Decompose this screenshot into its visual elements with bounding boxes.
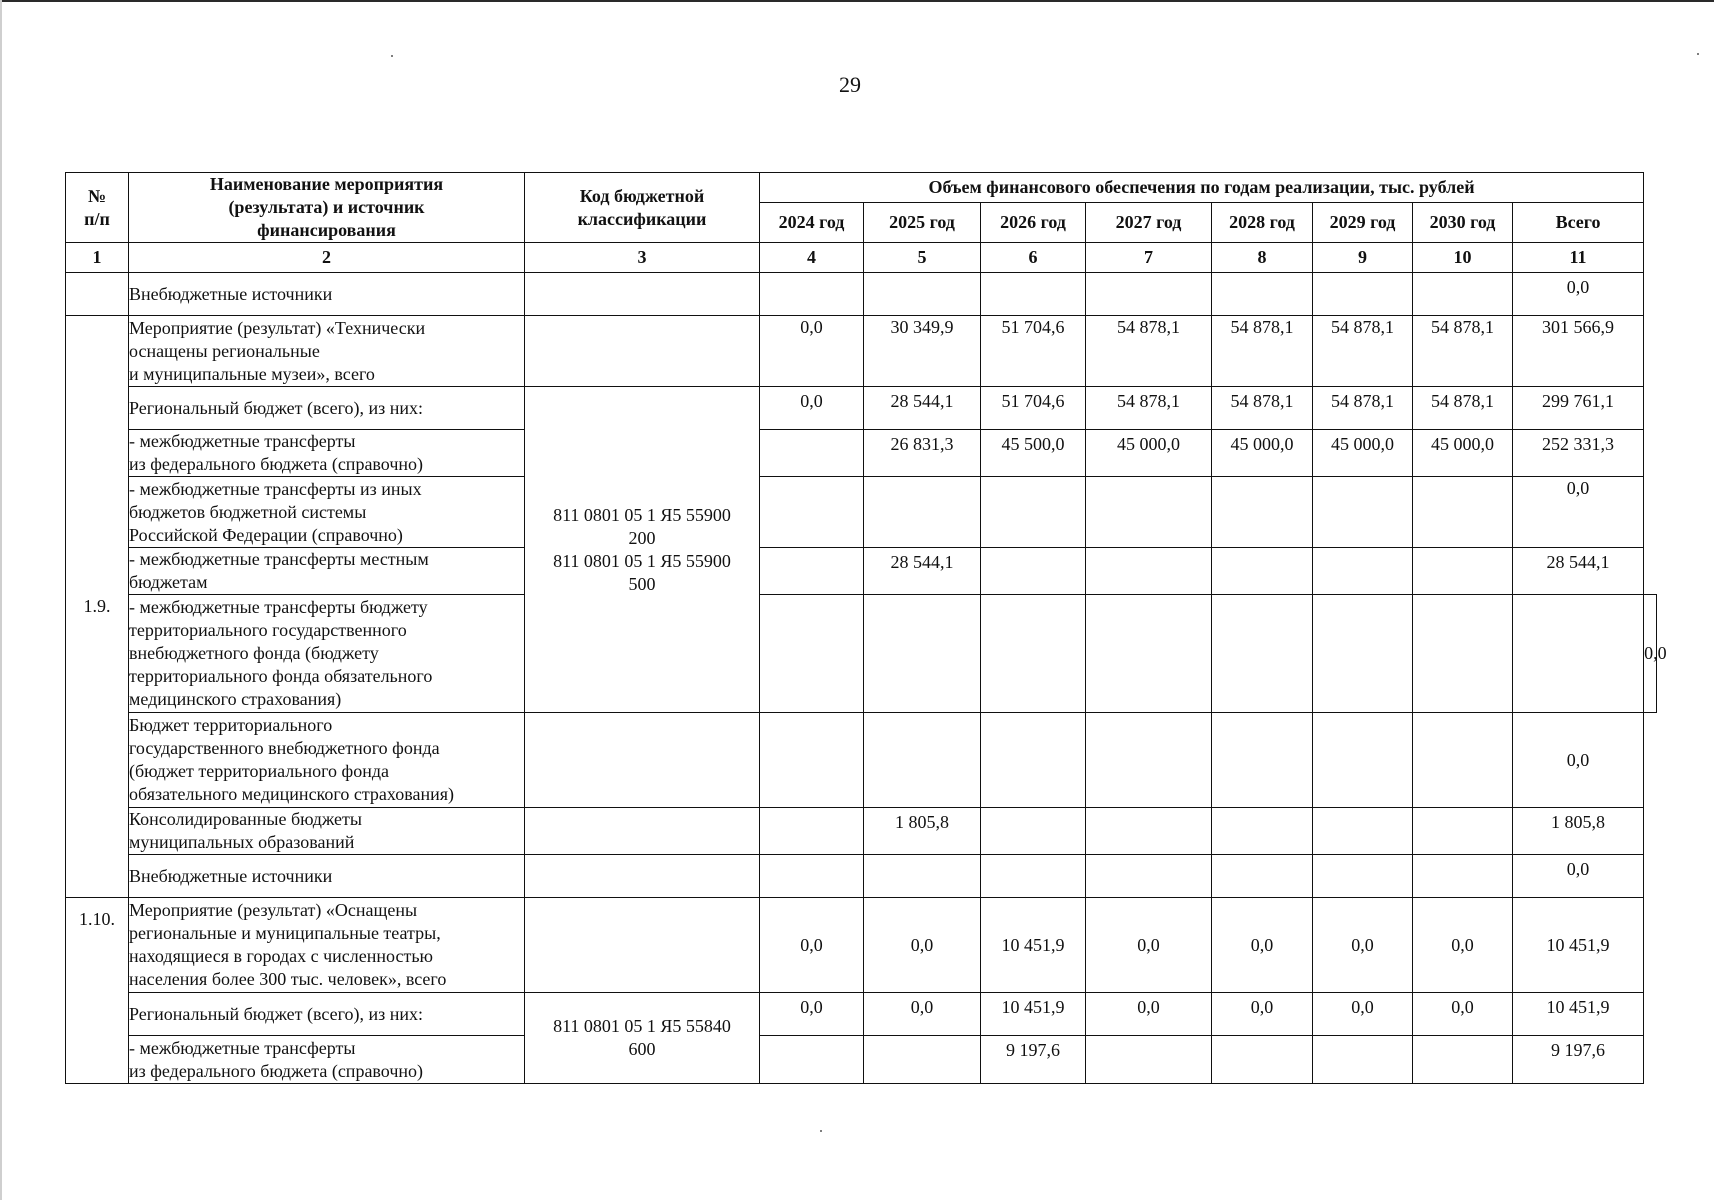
row-code [525, 273, 760, 316]
row-name: Внебюджетные источники [129, 273, 525, 316]
column-number: 2 [129, 243, 525, 273]
header-year: 2028 год [1212, 203, 1313, 243]
row-name: Мероприятие (результат) «Технически оснащены региональные и муниципальные музеи», всего [129, 316, 525, 387]
table-row [66, 273, 1657, 316]
value-cell [1086, 595, 1212, 713]
value-cell [981, 548, 1086, 595]
value-cell [1212, 713, 1313, 808]
row-name: - межбюджетные трансферты из иных бюджетов бюджетной системы Российской Федерации (справочно) [129, 477, 525, 548]
value-cell: 9 197,6 [981, 1036, 1086, 1084]
value-cell [1212, 808, 1313, 855]
value-cell: 0,0 [1313, 993, 1413, 1036]
value-cell [1313, 1036, 1413, 1084]
section-index: 1.10. [66, 898, 129, 1084]
table-row [66, 548, 1657, 595]
header-year: 2029 год [1313, 203, 1413, 243]
scan-edge-left [0, 0, 2, 1200]
value-cell: 54 878,1 [1313, 387, 1413, 430]
scan-speck [1697, 53, 1699, 55]
total-cell: 0,0 [1513, 477, 1644, 548]
value-cell: 0,0 [864, 898, 981, 993]
row-name: Региональный бюджет (всего), из них: [129, 993, 525, 1036]
header-index: № п/п [66, 173, 129, 243]
value-cell [1413, 477, 1513, 548]
row-code: 811 0801 05 1 Я5 55900 200 811 0801 05 1 Я5 55900 500 [525, 387, 760, 713]
header-year: 2025 год [864, 203, 981, 243]
value-cell [864, 1036, 981, 1084]
row-name: - межбюджетные трансферты бюджету территориального государственного внебюджетного фонда (бюджету территориального фонда обязательного медицинского страхования) [129, 595, 525, 713]
value-cell [1413, 595, 1513, 713]
column-number: 3 [525, 243, 760, 273]
column-number: 11 [1513, 243, 1644, 273]
table-row [66, 993, 1657, 1036]
value-cell: 28 544,1 [864, 548, 981, 595]
total-cell: 10 451,9 [1513, 993, 1644, 1036]
value-cell [760, 1036, 864, 1084]
value-cell [1212, 477, 1313, 548]
scan-edge-top [0, 0, 1714, 2]
value-cell [760, 548, 864, 595]
value-cell: 51 704,6 [981, 387, 1086, 430]
value-cell [760, 808, 864, 855]
row-code [525, 808, 760, 855]
value-cell [864, 595, 981, 713]
value-cell: 45 500,0 [981, 430, 1086, 477]
value-cell [1086, 1036, 1212, 1084]
value-cell: 26 831,3 [864, 430, 981, 477]
value-cell: 10 451,9 [981, 898, 1086, 993]
value-cell: 54 878,1 [1086, 387, 1212, 430]
value-cell: 0,0 [760, 898, 864, 993]
total-cell: 301 566,9 [1513, 316, 1644, 387]
value-cell [981, 855, 1086, 898]
value-cell [1212, 595, 1313, 713]
value-cell [1086, 477, 1212, 548]
section-index: 1.9. [66, 316, 129, 898]
value-cell [981, 477, 1086, 548]
total-cell: 28 544,1 [1513, 548, 1644, 595]
table-row [66, 387, 1657, 430]
value-cell [1212, 1036, 1313, 1084]
header-name: Наименование мероприятия (результата) и источник финансирования [129, 173, 525, 243]
value-cell: 0,0 [1212, 993, 1313, 1036]
value-cell: 54 878,1 [1413, 316, 1513, 387]
header-year: 2027 год [1086, 203, 1212, 243]
value-cell [1212, 548, 1313, 595]
row-code [525, 713, 760, 808]
total-cell: 299 761,1 [1513, 387, 1644, 430]
row-name: - межбюджетные трансферты из федерального бюджета (справочно) [129, 430, 525, 477]
table-row [66, 898, 1657, 993]
value-cell: 45 000,0 [1313, 430, 1413, 477]
scan-speck [820, 1130, 822, 1132]
table-row [66, 477, 1657, 548]
value-cell [760, 713, 864, 808]
total-cell: 0,0 [1513, 713, 1644, 808]
value-cell [1313, 477, 1413, 548]
value-cell [1212, 855, 1313, 898]
value-cell: 0,0 [760, 387, 864, 430]
column-number: 5 [864, 243, 981, 273]
row-code [525, 855, 760, 898]
row-name: Мероприятие (результат) «Оснащены региональные и муниципальные театры, находящиеся в городах с численностью населения более 300 тыс. человек», всего [129, 898, 525, 993]
value-cell [760, 855, 864, 898]
value-cell: 54 878,1 [1212, 316, 1313, 387]
value-cell [1413, 713, 1513, 808]
value-cell: 0,0 [1086, 898, 1212, 993]
total-cell: 252 331,3 [1513, 430, 1644, 477]
row-name: Региональный бюджет (всего), из них: [129, 387, 525, 430]
column-number: 7 [1086, 243, 1212, 273]
value-cell [981, 595, 1086, 713]
total-cell: 10 451,9 [1513, 898, 1644, 993]
value-cell: 1 805,8 [864, 808, 981, 855]
value-cell [1086, 713, 1212, 808]
row-code [525, 898, 760, 993]
row-name: - межбюджетные трансферты из федерального бюджета (справочно) [129, 1036, 525, 1084]
value-cell: 51 704,6 [981, 316, 1086, 387]
table-row [66, 855, 1657, 898]
header-code: Код бюджетной классификации [525, 173, 760, 243]
value-cell: 30 349,9 [864, 316, 981, 387]
value-cell [760, 273, 864, 316]
row-name: Бюджет территориального государственного внебюджетного фонда (бюджет территориального фонда обязательного медицинского страхования) [129, 713, 525, 808]
value-cell [1086, 808, 1212, 855]
value-cell [1313, 713, 1413, 808]
value-cell [1086, 855, 1212, 898]
value-cell [1413, 855, 1513, 898]
value-cell [1413, 548, 1513, 595]
value-cell [1212, 273, 1313, 316]
column-number: 1 [66, 243, 129, 273]
column-number: 4 [760, 243, 864, 273]
value-cell [1313, 548, 1413, 595]
row-name: Консолидированные бюджеты муниципальных образований [129, 808, 525, 855]
table-row [66, 430, 1657, 477]
value-cell [864, 477, 981, 548]
row-name: Внебюджетные источники [129, 855, 525, 898]
header-year: 2024 год [760, 203, 864, 243]
header-volume: Объем финансового обеспечения по годам реализации, тыс. рублей [760, 173, 1644, 203]
value-cell: 0,0 [1313, 898, 1413, 993]
value-cell: 45 000,0 [1212, 430, 1313, 477]
column-number: 8 [1212, 243, 1313, 273]
row-name: - межбюджетные трансферты местным бюджетам [129, 548, 525, 595]
table-row [66, 713, 1657, 808]
value-cell [760, 477, 864, 548]
table-row [66, 1036, 1657, 1084]
value-cell: 54 878,1 [1212, 387, 1313, 430]
total-cell: 0,0 [1513, 855, 1644, 898]
value-cell: 0,0 [760, 316, 864, 387]
total-cell: 0,0 [1644, 595, 1657, 713]
column-number: 6 [981, 243, 1086, 273]
value-cell [981, 808, 1086, 855]
page-number: 29 [839, 72, 861, 97]
value-cell [864, 713, 981, 808]
value-cell [1413, 1036, 1513, 1084]
row-index [66, 273, 129, 316]
value-cell [1086, 548, 1212, 595]
value-cell [1313, 273, 1413, 316]
value-cell: 54 878,1 [1413, 387, 1513, 430]
value-cell: 0,0 [1212, 898, 1313, 993]
value-cell [1513, 595, 1644, 713]
value-cell [981, 273, 1086, 316]
value-cell [864, 855, 981, 898]
value-cell [864, 273, 981, 316]
header-total: Всего [1513, 203, 1644, 243]
value-cell [1413, 808, 1513, 855]
column-number: 10 [1413, 243, 1513, 273]
column-number: 9 [1313, 243, 1413, 273]
value-cell [1313, 855, 1413, 898]
value-cell: 45 000,0 [1413, 430, 1513, 477]
value-cell [1086, 273, 1212, 316]
table-row [66, 595, 1657, 713]
total-cell: 9 197,6 [1513, 1036, 1644, 1084]
value-cell [981, 713, 1086, 808]
value-cell: 54 878,1 [1313, 316, 1413, 387]
row-code [525, 316, 760, 387]
value-cell: 28 544,1 [864, 387, 981, 430]
table-row [66, 808, 1657, 855]
scan-speck [391, 55, 393, 57]
value-cell: 54 878,1 [1086, 316, 1212, 387]
value-cell: 0,0 [1413, 898, 1513, 993]
row-code [760, 595, 864, 713]
value-cell [1413, 273, 1513, 316]
value-cell: 0,0 [1413, 993, 1513, 1036]
value-cell: 0,0 [760, 993, 864, 1036]
value-cell: 0,0 [864, 993, 981, 1036]
value-cell [1313, 595, 1413, 713]
row-code: 811 0801 05 1 Я5 55840 600 [525, 993, 760, 1084]
value-cell [760, 430, 864, 477]
value-cell: 10 451,9 [981, 993, 1086, 1036]
value-cell [1313, 808, 1413, 855]
total-cell: 0,0 [1513, 273, 1644, 316]
header-year: 2026 год [981, 203, 1086, 243]
budget-table [65, 172, 1667, 1084]
header-year: 2030 год [1413, 203, 1513, 243]
value-cell: 45 000,0 [1086, 430, 1212, 477]
total-cell: 1 805,8 [1513, 808, 1644, 855]
table-row [66, 316, 1657, 387]
value-cell: 0,0 [1086, 993, 1212, 1036]
